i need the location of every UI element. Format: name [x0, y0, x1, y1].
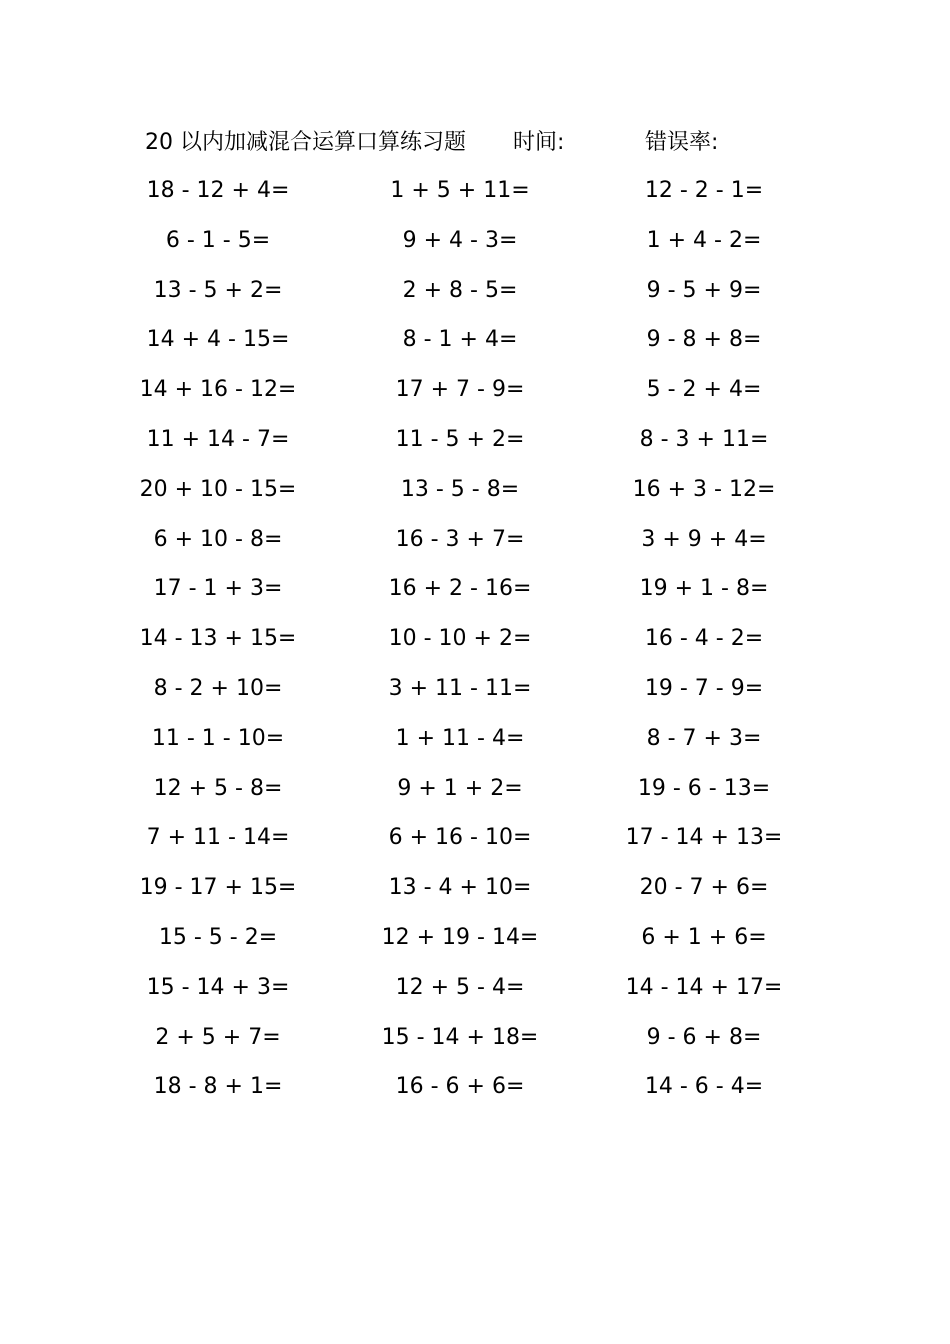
arithmetic-problem: 19 - 7 - 9= — [644, 675, 764, 701]
arithmetic-problem: 8 - 7 + 3= — [646, 725, 762, 751]
problem-row — [0, 423, 950, 473]
arithmetic-problem: 16 + 2 - 16= — [388, 576, 532, 602]
problem-row — [0, 722, 950, 772]
arithmetic-problem: 19 + 1 - 8= — [639, 576, 769, 602]
arithmetic-problem: 6 + 10 - 8= — [153, 526, 283, 552]
arithmetic-problem: 16 + 3 - 12= — [632, 476, 776, 502]
arithmetic-problem: 17 - 14 + 13= — [625, 825, 783, 851]
arithmetic-problem: 1 + 11 - 4= — [395, 725, 525, 751]
arithmetic-problem: 19 - 17 + 15= — [139, 875, 297, 901]
arithmetic-problem: 11 - 5 + 2= — [395, 426, 525, 452]
arithmetic-problem: 6 + 16 - 10= — [388, 825, 532, 851]
problem-grid — [0, 174, 950, 1120]
arithmetic-problem: 20 + 10 - 15= — [139, 476, 297, 502]
problem-row — [0, 473, 950, 523]
arithmetic-problem: 3 + 9 + 4= — [641, 526, 767, 552]
problem-row — [0, 1070, 950, 1120]
arithmetic-problem: 16 - 6 + 6= — [395, 1074, 525, 1100]
arithmetic-problem: 19 - 6 - 13= — [637, 775, 771, 801]
problem-row — [0, 772, 950, 822]
arithmetic-problem: 17 + 7 - 9= — [395, 377, 525, 403]
arithmetic-problem: 12 + 5 - 4= — [395, 974, 525, 1000]
problem-row — [0, 921, 950, 971]
problem-row — [0, 821, 950, 871]
arithmetic-problem: 1 + 4 - 2= — [646, 227, 762, 253]
arithmetic-problem: 8 - 1 + 4= — [402, 327, 518, 353]
arithmetic-problem: 2 + 5 + 7= — [155, 1024, 281, 1050]
arithmetic-problem: 8 - 2 + 10= — [153, 675, 283, 701]
arithmetic-problem: 13 - 5 + 2= — [153, 277, 283, 303]
time-label: 时间: — [513, 130, 565, 155]
arithmetic-problem: 9 - 8 + 8= — [646, 327, 762, 353]
worksheet-header — [145, 126, 845, 160]
arithmetic-problem: 3 + 11 - 11= — [388, 675, 532, 701]
problem-row — [0, 174, 950, 224]
arithmetic-problem: 16 - 3 + 7= — [395, 526, 525, 552]
problem-row — [0, 971, 950, 1021]
arithmetic-problem: 15 - 14 + 3= — [146, 974, 290, 1000]
error-rate-label: 错误率: — [645, 130, 719, 155]
arithmetic-problem: 20 - 7 + 6= — [639, 875, 769, 901]
arithmetic-problem: 2 + 8 - 5= — [402, 277, 518, 303]
arithmetic-problem: 13 - 5 - 8= — [400, 476, 520, 502]
problem-row — [0, 523, 950, 573]
arithmetic-problem: 17 - 1 + 3= — [153, 576, 283, 602]
arithmetic-problem: 14 - 13 + 15= — [139, 626, 297, 652]
arithmetic-problem: 9 - 5 + 9= — [646, 277, 762, 303]
problem-row — [0, 622, 950, 672]
arithmetic-problem: 1 + 5 + 11= — [390, 178, 530, 203]
arithmetic-problem: 9 + 4 - 3= — [402, 227, 518, 253]
arithmetic-problem: 14 + 4 - 15= — [146, 327, 290, 353]
arithmetic-problem: 6 - 1 - 5= — [165, 227, 271, 253]
arithmetic-problem: 12 + 5 - 8= — [153, 775, 283, 801]
arithmetic-problem: 12 - 2 - 1= — [644, 178, 764, 203]
arithmetic-problem: 15 - 5 - 2= — [158, 924, 278, 950]
arithmetic-problem: 13 - 4 + 10= — [388, 875, 532, 901]
arithmetic-problem: 8 - 3 + 11= — [639, 426, 769, 452]
problem-row — [0, 274, 950, 324]
problem-row — [0, 1021, 950, 1071]
problem-row — [0, 224, 950, 274]
arithmetic-problem: 7 + 11 - 14= — [146, 825, 290, 851]
problem-row — [0, 323, 950, 373]
problem-row — [0, 572, 950, 622]
arithmetic-problem: 11 + 14 - 7= — [146, 426, 290, 452]
arithmetic-problem: 18 - 8 + 1= — [153, 1074, 283, 1100]
arithmetic-problem: 15 - 14 + 18= — [381, 1024, 539, 1050]
problem-row — [0, 871, 950, 921]
arithmetic-problem: 9 + 1 + 2= — [397, 775, 523, 801]
arithmetic-problem: 18 - 12 + 4= — [146, 178, 290, 203]
arithmetic-problem: 10 - 10 + 2= — [388, 626, 532, 652]
arithmetic-problem: 14 - 6 - 4= — [644, 1074, 764, 1100]
arithmetic-problem: 6 + 1 + 6= — [641, 924, 767, 950]
arithmetic-problem: 16 - 4 - 2= — [644, 626, 764, 652]
arithmetic-problem: 14 + 16 - 12= — [139, 377, 297, 403]
problem-row — [0, 373, 950, 423]
arithmetic-problem: 12 + 19 - 14= — [381, 924, 539, 950]
worksheet-title: 20 以内加减混合运算口算练习题 — [145, 130, 466, 155]
arithmetic-problem: 11 - 1 - 10= — [151, 725, 285, 751]
problem-row — [0, 672, 950, 722]
arithmetic-problem: 9 - 6 + 8= — [646, 1024, 762, 1050]
arithmetic-problem: 5 - 2 + 4= — [646, 377, 762, 403]
arithmetic-problem: 14 - 14 + 17= — [625, 974, 783, 1000]
